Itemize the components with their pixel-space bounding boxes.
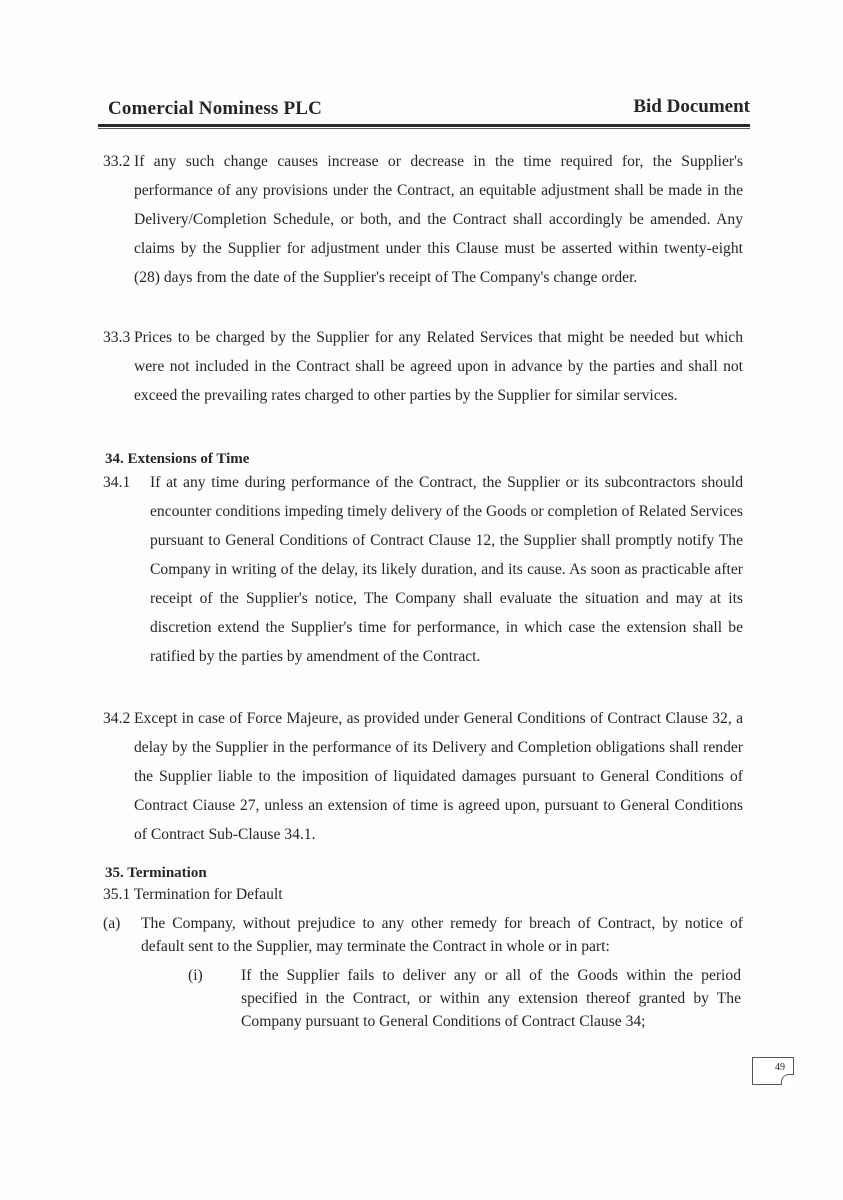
clause-text: If any such change causes increase or decrease in the time required for, the Supplier's performance of any provisions under the Contract, an equitable adjustment shall be made in the Delivery/Completion Schedule, or both, and the Contract shall accordingly be amended. Any claims by the Supplier for adjustment under this Clause must be asserted within twenty-eight (28) days from the date of the Supplier's receipt of The Company's change order. bbox=[134, 153, 743, 286]
clause-text: If at any time during performance of the Contract, the Supplier or its subcontractors should encounter conditions impeding timely delivery of the Goods or completion of Related Services pursuant to General Conditions of Contract Clause 12, the Supplier shall promptly notify The Company in writing of the delay, its likely duration, and its cause. As soon as practicable after receipt of the Supplier's notice, The Company shall evaluate the situation and may at its discretion extend the Supplier's time for performance, in which case the extension shall be ratified by the parties by amendment of the Contract. bbox=[150, 474, 743, 665]
item-text: If the Supplier fails to deliver any or all of the Goods within the period specified in the Contract, or within any extension thereof granted by The Company pursuant to General Conditions of Contract Clause 34; bbox=[241, 967, 741, 1030]
page-curl-icon bbox=[781, 1074, 794, 1085]
clause-number: 33.2 bbox=[103, 153, 131, 170]
document-title: Bid Document bbox=[633, 96, 750, 117]
item-text bbox=[141, 912, 743, 958]
page-number: 49 bbox=[775, 1062, 785, 1073]
section-heading-35: 35. Termination bbox=[105, 865, 207, 881]
item-label: (i) bbox=[188, 967, 203, 984]
company-name: Comercial Nominess PLC bbox=[108, 98, 323, 119]
clause-text: Prices to be charged by the Supplier for any Related Services that might be needed but which were not included in the Contract shall be agreed upon in advance by the parties and shall not exceed the prevailing rates charged to other parties by the Supplier for similar services. bbox=[134, 329, 743, 404]
item-label: (a) bbox=[103, 915, 121, 932]
header-rule-thin bbox=[98, 128, 750, 129]
section-heading-34: 34. Extensions of Time bbox=[105, 451, 250, 467]
clause-34-1 bbox=[103, 468, 743, 700]
clause-33-3 bbox=[103, 323, 743, 441]
clause-33-2 bbox=[103, 147, 743, 322]
clause-34-2 bbox=[103, 704, 743, 851]
item-a-text: The Company, without prejudice to any other remedy for breach of Contract, by notice of default sent to the Supplier, may terminate the Contract in whole or in part: bbox=[141, 915, 743, 955]
header-rule bbox=[98, 124, 750, 127]
clause-number: 34.1 bbox=[103, 474, 131, 491]
termination-item-a bbox=[103, 912, 743, 960]
page-number-box bbox=[752, 1057, 794, 1085]
page-header bbox=[98, 96, 750, 124]
clause-number: 34.2 bbox=[103, 710, 131, 727]
clause-number: 33.3 bbox=[103, 329, 131, 346]
termination-item-i bbox=[188, 964, 743, 1036]
subsection-35-1: 35.1 Termination for Default bbox=[103, 886, 283, 903]
clause-text: Except in case of Force Majeure, as provided under General Conditions of Contract Clause 32, a delay by the Supplier in the performance of its Delivery and Completion obligations shall render the Supplier liable to the imposition of liquidated damages pursuant to General Conditions of Contract Ciause 27, unless an extension of time is agreed upon, pursuant to General Conditions of Contract Sub-Clause 34.1. bbox=[134, 710, 743, 843]
